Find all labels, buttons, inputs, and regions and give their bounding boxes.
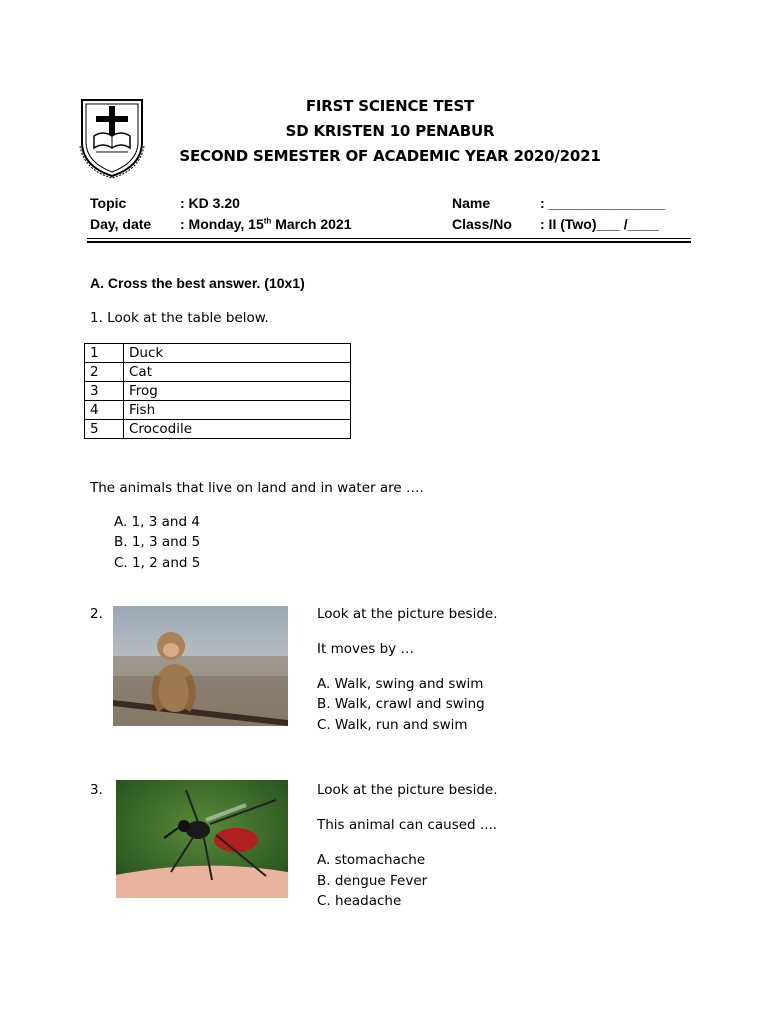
table-row xyxy=(85,382,351,401)
mosquito-photo xyxy=(116,780,288,898)
q1-option-b[interactable]: B. 1, 3 and 5 xyxy=(114,534,201,550)
q3-option-a[interactable]: A. stomachache xyxy=(317,852,426,868)
class-label: Class/No xyxy=(452,216,512,232)
topic-value: : KD 3.20 xyxy=(180,195,240,211)
q3-number: 3. xyxy=(90,782,103,798)
table-row xyxy=(85,344,351,363)
q2-option-b[interactable]: B. Walk, crawl and swing xyxy=(317,696,485,712)
q3-look: Look at the picture beside. xyxy=(317,782,498,798)
table-cell-num: 5 xyxy=(85,420,124,439)
table-cell-num: 3 xyxy=(85,382,124,401)
q1-prompt: 1. Look at the table below. xyxy=(90,310,269,326)
table-cell-animal: Crocodile xyxy=(124,420,351,439)
date-suffix: March 2021 xyxy=(271,216,352,232)
q2-option-c[interactable]: C. Walk, run and swim xyxy=(317,717,468,733)
topic-label: Topic xyxy=(90,195,127,211)
animal-table xyxy=(84,343,351,439)
section-a-heading: A. Cross the best answer. (10x1) xyxy=(90,275,305,291)
table-cell-num: 4 xyxy=(85,401,124,420)
q2-option-a[interactable]: A. Walk, swing and swim xyxy=(317,676,484,692)
table-cell-num: 1 xyxy=(85,344,124,363)
q1-option-a[interactable]: A. 1, 3 and 4 xyxy=(114,514,200,530)
name-field[interactable]: : _______________ xyxy=(540,195,666,211)
table-cell-animal: Cat xyxy=(124,363,351,382)
title-line-2: SD KRISTEN 10 PENABUR xyxy=(285,122,495,140)
q3-option-c[interactable]: C. headache xyxy=(317,893,402,909)
header-rule-bottom xyxy=(87,241,691,243)
date-ordinal: th xyxy=(263,216,272,226)
header-rule-top xyxy=(87,238,691,239)
title-line-1: FIRST SCIENCE TEST xyxy=(305,97,475,115)
q2-question: It moves by … xyxy=(317,641,414,657)
title-line-3: SECOND SEMESTER OF ACADEMIC YEAR 2020/2021 xyxy=(179,147,601,165)
date-prefix: : Monday, 15 xyxy=(180,216,264,232)
class-field[interactable]: : II (Two)___ /____ xyxy=(540,216,659,232)
table-cell-num: 2 xyxy=(85,363,124,382)
date-label: Day, date xyxy=(90,216,152,232)
date-value xyxy=(180,216,352,232)
table-row xyxy=(85,363,351,382)
table-cell-animal: Duck xyxy=(124,344,351,363)
q1-option-c[interactable]: C. 1, 2 and 5 xyxy=(114,555,201,571)
school-logo xyxy=(76,96,150,180)
name-label: Name xyxy=(452,195,491,211)
q3-option-b[interactable]: B. dengue Fever xyxy=(317,873,428,889)
q1-question: The animals that live on land and in water are …. xyxy=(90,480,424,496)
table-cell-animal: Frog xyxy=(124,382,351,401)
q2-look: Look at the picture beside. xyxy=(317,606,498,622)
table-cell-animal: Fish xyxy=(124,401,351,420)
table-row xyxy=(85,420,351,439)
monkey-photo xyxy=(113,606,288,726)
q2-number: 2. xyxy=(90,606,103,622)
q3-question: This animal can caused .... xyxy=(317,817,498,833)
table-row xyxy=(85,401,351,420)
test-title xyxy=(150,94,630,169)
